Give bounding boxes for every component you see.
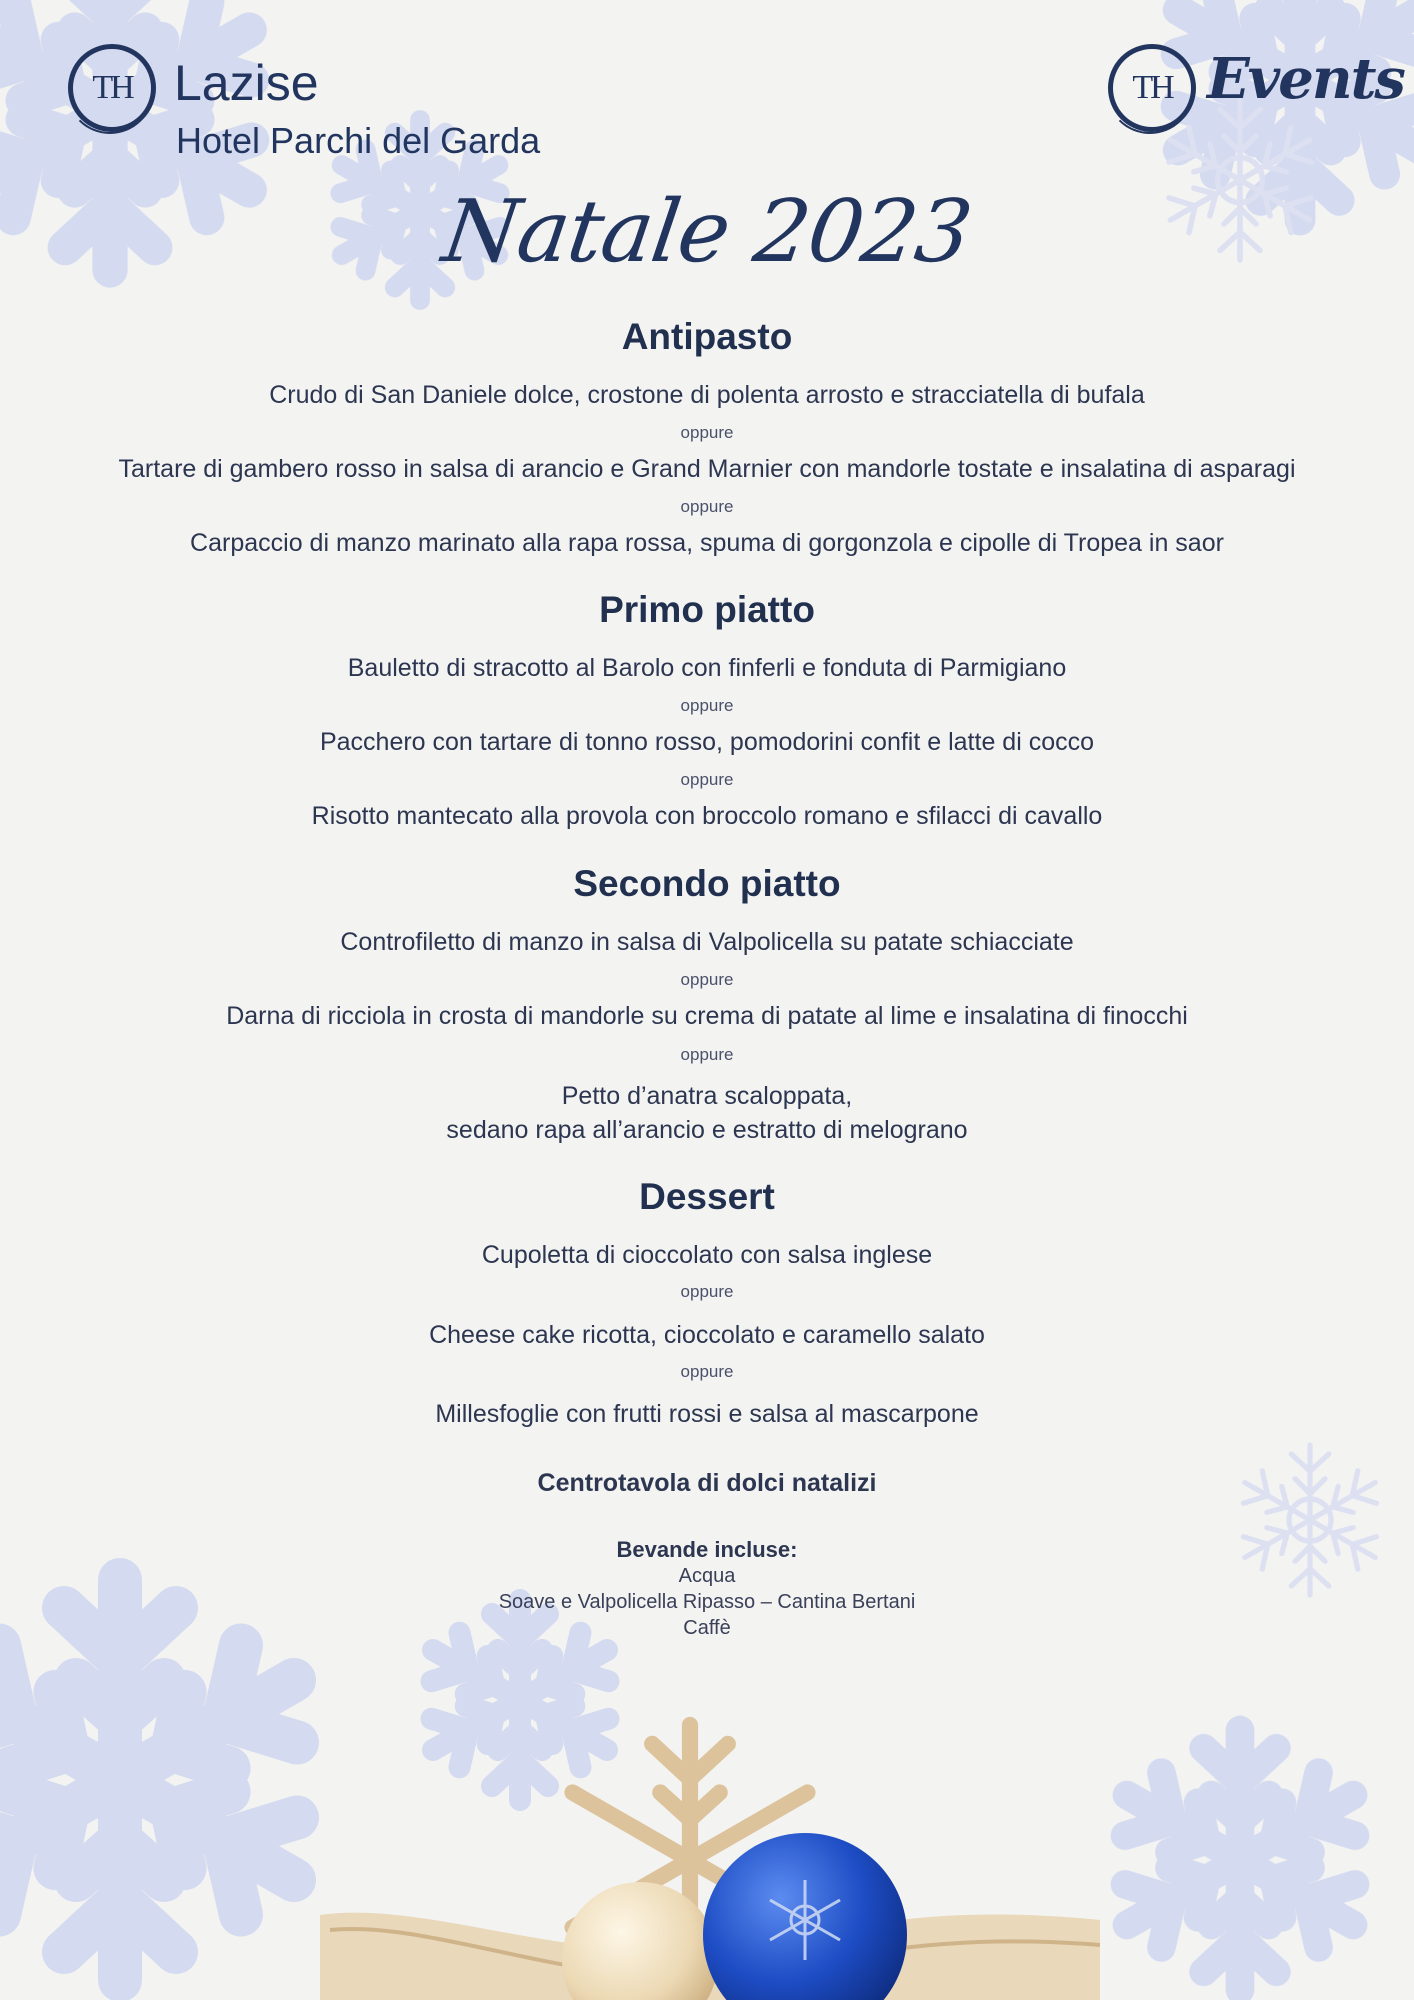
section-title-primo: Primo piatto [599, 589, 815, 630]
events-logo [1105, 44, 1404, 144]
drink-item: Acqua [678, 1565, 736, 1587]
centerpiece-note: Centrotavola di dolci natalizi [537, 1469, 877, 1497]
events-label: Events [1207, 46, 1404, 112]
dish-item: Millesfoglie con frutti rossi e salsa al mascarpone [435, 1400, 979, 1428]
brand-name: Lazise [174, 55, 319, 111]
drink-item: Caffè [683, 1617, 731, 1639]
dish-item: Carpaccio di manzo marinato alla rapa rossa, spuma di gorgonzola e cipolle di Tropea in saor [190, 529, 1224, 557]
section-title-antipasto: Antipasto [621, 316, 793, 357]
drink-item: Soave e Valpolicella Ripasso – Cantina Bertani [498, 1591, 916, 1613]
separator: oppure [680, 770, 734, 789]
th-logo-icon: TH [68, 44, 156, 132]
dish-item: Risotto mantecato alla provola con broccolo romano e sfilacci di cavallo [311, 802, 1103, 830]
separator: oppure [680, 497, 734, 516]
th-events-logo-icon: TH [1108, 44, 1196, 132]
section-title-dessert: Dessert [639, 1176, 775, 1217]
dish-item: sedano rapa all’arancio e estratto di melograno [446, 1116, 968, 1144]
page-title: Natale 2023 [436, 182, 978, 282]
separator: oppure [680, 423, 734, 442]
separator: oppure [680, 1282, 734, 1301]
hotel-logo [64, 40, 584, 170]
dish-item: Crudo di San Daniele dolce, crostone di polenta arrosto e stracciatella di bufala [269, 381, 1145, 409]
section-title-secondo: Secondo piatto [573, 863, 841, 904]
separator: oppure [680, 1045, 734, 1064]
dish-item: Petto d’anatra scaloppata, [561, 1082, 853, 1110]
separator: oppure [680, 970, 734, 989]
dish-item: Tartare di gambero rosso in salsa di arancio e Grand Marnier con mandorle tostate e insalatina di asparagi [118, 455, 1296, 483]
dish-item: Darna di ricciola in crosta di mandorle su crema di patate al lime e insalatina di finocchi [226, 1002, 1188, 1030]
separator: oppure [680, 1362, 734, 1381]
drinks-title: Bevande incluse: [616, 1537, 798, 1562]
brand-subtitle: Hotel Parchi del Garda [176, 120, 541, 161]
dish-item: Pacchero con tartare di tonno rosso, pomodorini confit e latte di cocco [319, 728, 1095, 756]
dish-item: Bauletto di stracotto al Barolo con finferli e fonduta di Parmigiano [347, 654, 1067, 682]
separator: oppure [680, 696, 734, 715]
dish-item: Cheese cake ricotta, cioccolato e caramello salato [429, 1321, 985, 1349]
dish-item: Cupoletta di cioccolato con salsa inglese [481, 1241, 933, 1269]
dish-item: Controfiletto di manzo in salsa di Valpolicella su patate schiacciate [340, 928, 1074, 956]
